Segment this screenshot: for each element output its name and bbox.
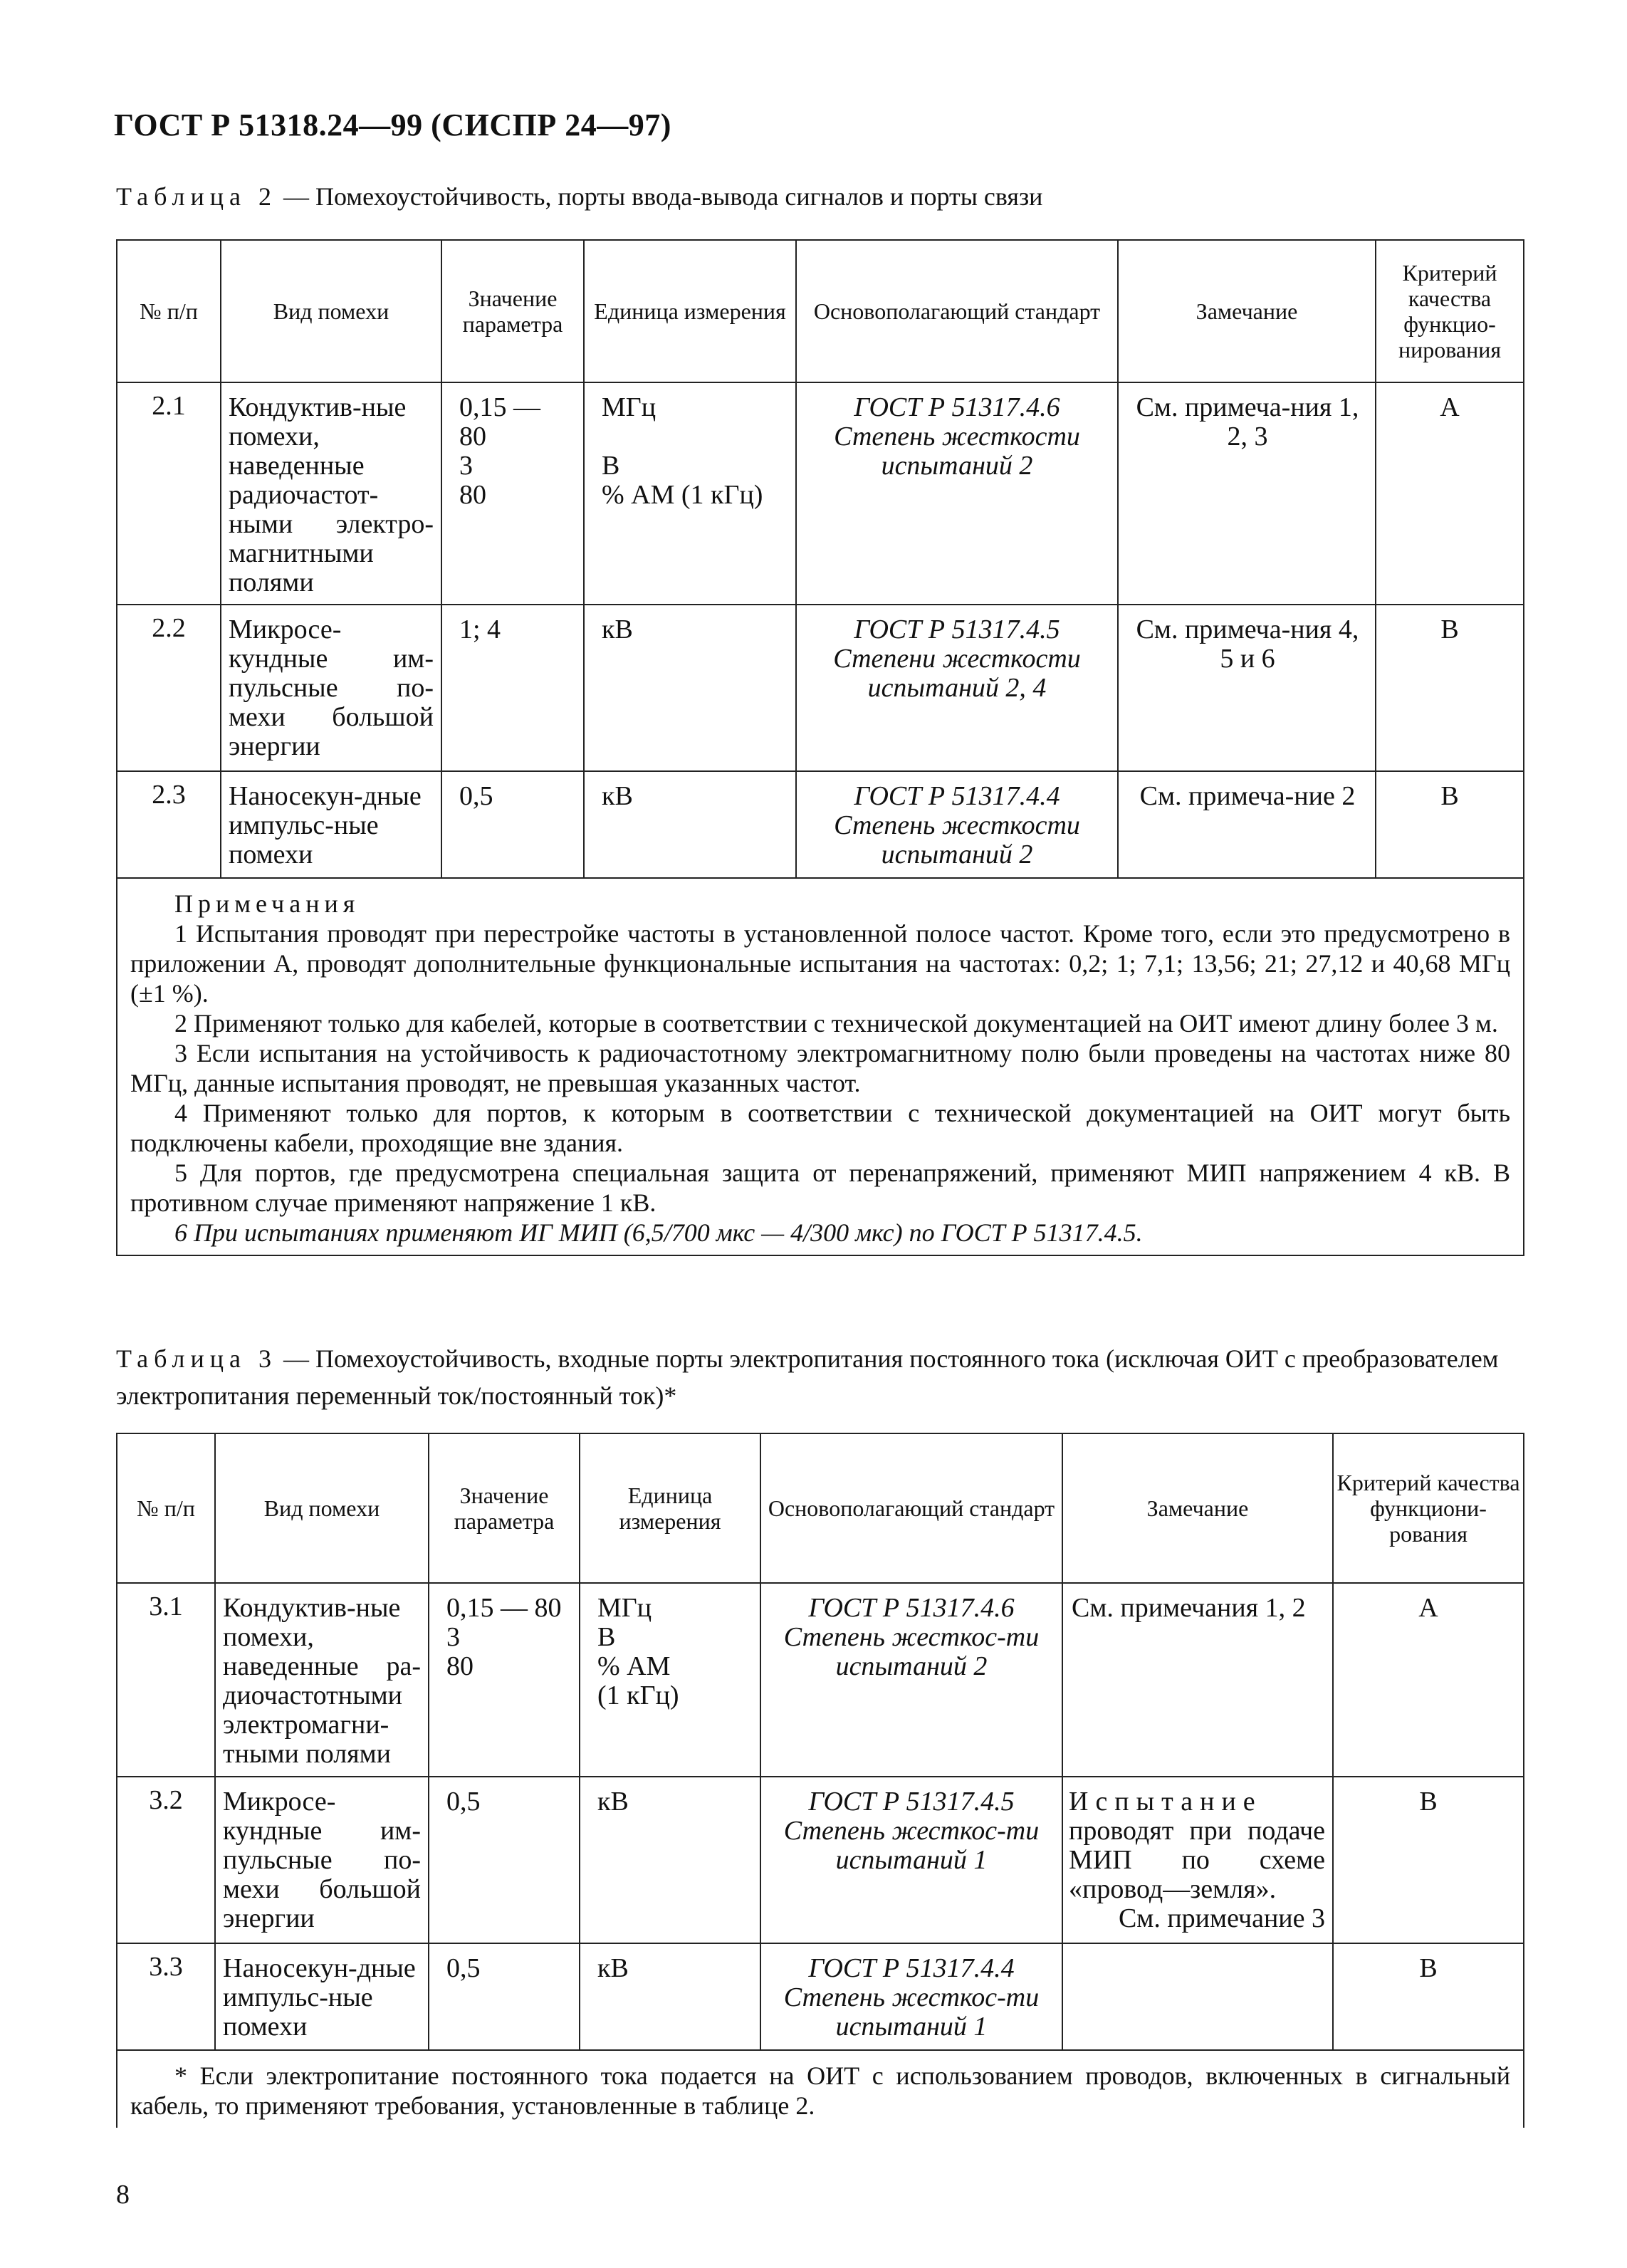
table3-header-standard: Основополагающий стандарт — [760, 1433, 1062, 1583]
remark-text: проводят при подаче МИП по схеме «провод—земля». — [1069, 1816, 1325, 1904]
table-row — [117, 1583, 1524, 1777]
row-remark: См. примеча-ние 2 — [1118, 771, 1376, 878]
row-unit: кВ — [580, 1943, 760, 2050]
table-row — [117, 771, 1524, 878]
table3-header-criterion: Критерий качества функциони-рования — [1333, 1433, 1524, 1583]
standard-level: Степень жесткос-ти испытаний 1 — [783, 1982, 1040, 2042]
standard-level: Степень жесткости испытаний 2 — [834, 422, 1080, 481]
table2-header-value: Значение параметра — [441, 240, 584, 382]
row-num: 2.3 — [117, 771, 221, 878]
row-num: 2.1 — [117, 382, 221, 605]
row-criterion: В — [1376, 771, 1524, 878]
row-value: 0,5 — [429, 1777, 580, 1943]
row-unit: МГц В % АМ (1 кГц) — [580, 1583, 760, 1777]
row-value: 0,5 — [429, 1943, 580, 2050]
table2-header-standard: Основополагающий стандарт — [796, 240, 1118, 382]
table3-footnote — [117, 2050, 1524, 2128]
table3-caption-label: Таблица 3 — [116, 1344, 277, 1373]
standard-code: ГОСТ Р 51317.4.4 — [808, 1953, 1015, 1983]
row-value: 0,15 — 80 3 80 — [441, 382, 584, 605]
table2 — [116, 239, 1524, 1256]
row-kind: Микросе-кундные им-пульсные по-мехи большой энергии — [215, 1777, 429, 1943]
standard-code: ГОСТ Р 51317.4.5 — [854, 615, 1060, 644]
table-row — [117, 605, 1524, 771]
standard-code: ГОСТ Р 51317.4.5 — [808, 1787, 1015, 1817]
row-remark — [1062, 1943, 1333, 2050]
row-standard — [796, 771, 1118, 878]
table2-notes — [117, 878, 1524, 1255]
row-remark: См. примеча-ния 4, 5 и 6 — [1118, 605, 1376, 771]
remark-extra: См. примечание 3 — [1118, 1903, 1325, 1933]
row-kind: Наносекун-дные импульс-ные помехи — [221, 771, 441, 878]
table2-header-num: № п/п — [117, 240, 221, 382]
table2-caption — [116, 178, 1533, 215]
table3-footnote-row — [117, 2050, 1524, 2128]
note-5: 5 Для портов, где предусмотрена специальная защита от перенапряжений, применяют МИП напряжением 4 кВ. В противном случае применяют напряжение 1 кВ. — [130, 1159, 1510, 1217]
row-kind: Кондуктив-ные помехи, наведенные радиочастот-ными электро-магнитными полями — [221, 382, 441, 605]
row-unit: кВ — [584, 605, 796, 771]
row-num: 3.2 — [117, 1777, 215, 1943]
table2-notes-row — [117, 878, 1524, 1255]
table-row — [117, 1943, 1524, 2050]
standard-code: ГОСТ Р 51317.4.6 — [808, 1593, 1015, 1623]
notes-title: Примечания — [174, 889, 360, 918]
standard-code: ГОСТ Р 51317.4.6 — [854, 392, 1060, 422]
standard-level: Степень жесткости испытаний 2 — [834, 810, 1080, 869]
standard-level: Степени жесткости испытаний 2, 4 — [833, 644, 1081, 703]
row-criterion: В — [1333, 1943, 1524, 2050]
standard-code: ГОСТ Р 51317.4.4 — [854, 781, 1060, 811]
row-criterion: В — [1376, 605, 1524, 771]
table3-header-value: Значение параметра — [429, 1433, 580, 1583]
table2-header-criterion: Критерий качества функцио-нирования — [1376, 240, 1524, 382]
row-unit: кВ — [584, 771, 796, 878]
remark-spaced: Испытание — [1069, 1787, 1262, 1817]
row-num: 2.2 — [117, 605, 221, 771]
row-unit: кВ — [580, 1777, 760, 1943]
row-standard — [760, 1777, 1062, 1943]
row-value: 1; 4 — [441, 605, 584, 771]
row-standard — [796, 605, 1118, 771]
table3-header-row — [117, 1433, 1524, 1583]
footnote-text: * Если электропитание постоянного тока подается на ОИТ с использованием проводов, включенных в сигнальный кабель, то применяют требования, установленные в таблице 2. — [130, 2061, 1510, 2120]
row-criterion: А — [1376, 382, 1524, 605]
row-remark: См. примеча-ния 1, 2, 3 — [1118, 382, 1376, 605]
row-remark — [1062, 1777, 1333, 1943]
table2-header-kind: Вид помехи — [221, 240, 441, 382]
standard-level: Степень жесткос-ти испытаний 1 — [783, 1816, 1040, 1875]
table3-header-unit: Единица измерения — [580, 1433, 760, 1583]
row-value: 0,5 — [441, 771, 584, 878]
row-standard — [760, 1943, 1062, 2050]
note-6: 6 При испытаниях применяют ИГ МИП (6,5/700 мкс — 4/300 мкс) по ГОСТ Р 51317.4.5. — [174, 1218, 1143, 1247]
row-value: 0,15 — 80 3 80 — [429, 1583, 580, 1777]
row-num: 3.3 — [117, 1943, 215, 2050]
table3 — [116, 1433, 1524, 2128]
row-num: 3.1 — [117, 1583, 215, 1777]
table3-caption — [116, 1340, 1533, 1414]
page-number: 8 — [116, 2180, 130, 2210]
standard-level: Степень жесткос-ти испытаний 2 — [783, 1622, 1040, 1681]
note-1: 1 Испытания проводят при перестройке частоты в установленной полосе частот. Кроме того, если это предусмотрено в приложении А, проводят дополнительные функциональные испытания на частотах: 0,2; 1; 7,1; 13,56; 21; 27,12 и 40,68 МГц (±1 %). — [130, 919, 1510, 1008]
table-row — [117, 382, 1524, 605]
note-4: 4 Применяют только для портов, к которым в соответствии с технической документацией на ОИТ могут быть подключены кабели, проходящие вне здания. — [130, 1099, 1510, 1157]
table3-header-remark: Замечание — [1062, 1433, 1333, 1583]
document-header: ГОСТ Р 51318.24—99 (СИСПР 24—97) — [114, 108, 671, 142]
row-standard — [796, 382, 1118, 605]
row-kind: Кондуктив-ные помехи, наведенные ра-диочастотными электромагни-тными полями — [215, 1583, 429, 1777]
row-unit: МГц В % АМ (1 кГц) — [584, 382, 796, 605]
table-row — [117, 1777, 1524, 1943]
row-criterion: А — [1333, 1583, 1524, 1777]
row-criterion: В — [1333, 1777, 1524, 1943]
table3-caption-text: — Помехоустойчивость, входные порты электропитания постоянного тока (исключая ОИТ с преобразователем электропитания переменный ток/постоянный ток)* — [116, 1344, 1499, 1410]
note-2: 2 Применяют только для кабелей, которые в соответствии с технической документацией на ОИТ имеют длину более 3 м. — [174, 1009, 1498, 1038]
table3-header-kind: Вид помехи — [215, 1433, 429, 1583]
table2-caption-label: Таблица 2 — [116, 182, 277, 211]
note-3: 3 Если испытания на устойчивость к радиочастотному электромагнитному полю были проведены на частотах ниже 80 МГц, данные испытания проводят, не превышая указанных частот. — [130, 1039, 1510, 1097]
row-kind: Микросе-кундные им-пульсные по-мехи большой энергии — [221, 605, 441, 771]
row-remark: См. примечания 1, 2 — [1062, 1583, 1333, 1777]
table2-caption-text: — Помехоустойчивость, порты ввода-вывода сигналов и порты связи — [276, 182, 1043, 211]
table3-header-num: № п/п — [117, 1433, 215, 1583]
row-kind: Наносекун-дные импульс-ные помехи — [215, 1943, 429, 2050]
row-standard — [760, 1583, 1062, 1777]
table2-header-unit: Единица измерения — [584, 240, 796, 382]
table2-header-row — [117, 240, 1524, 382]
table2-header-remark: Замечание — [1118, 240, 1376, 382]
